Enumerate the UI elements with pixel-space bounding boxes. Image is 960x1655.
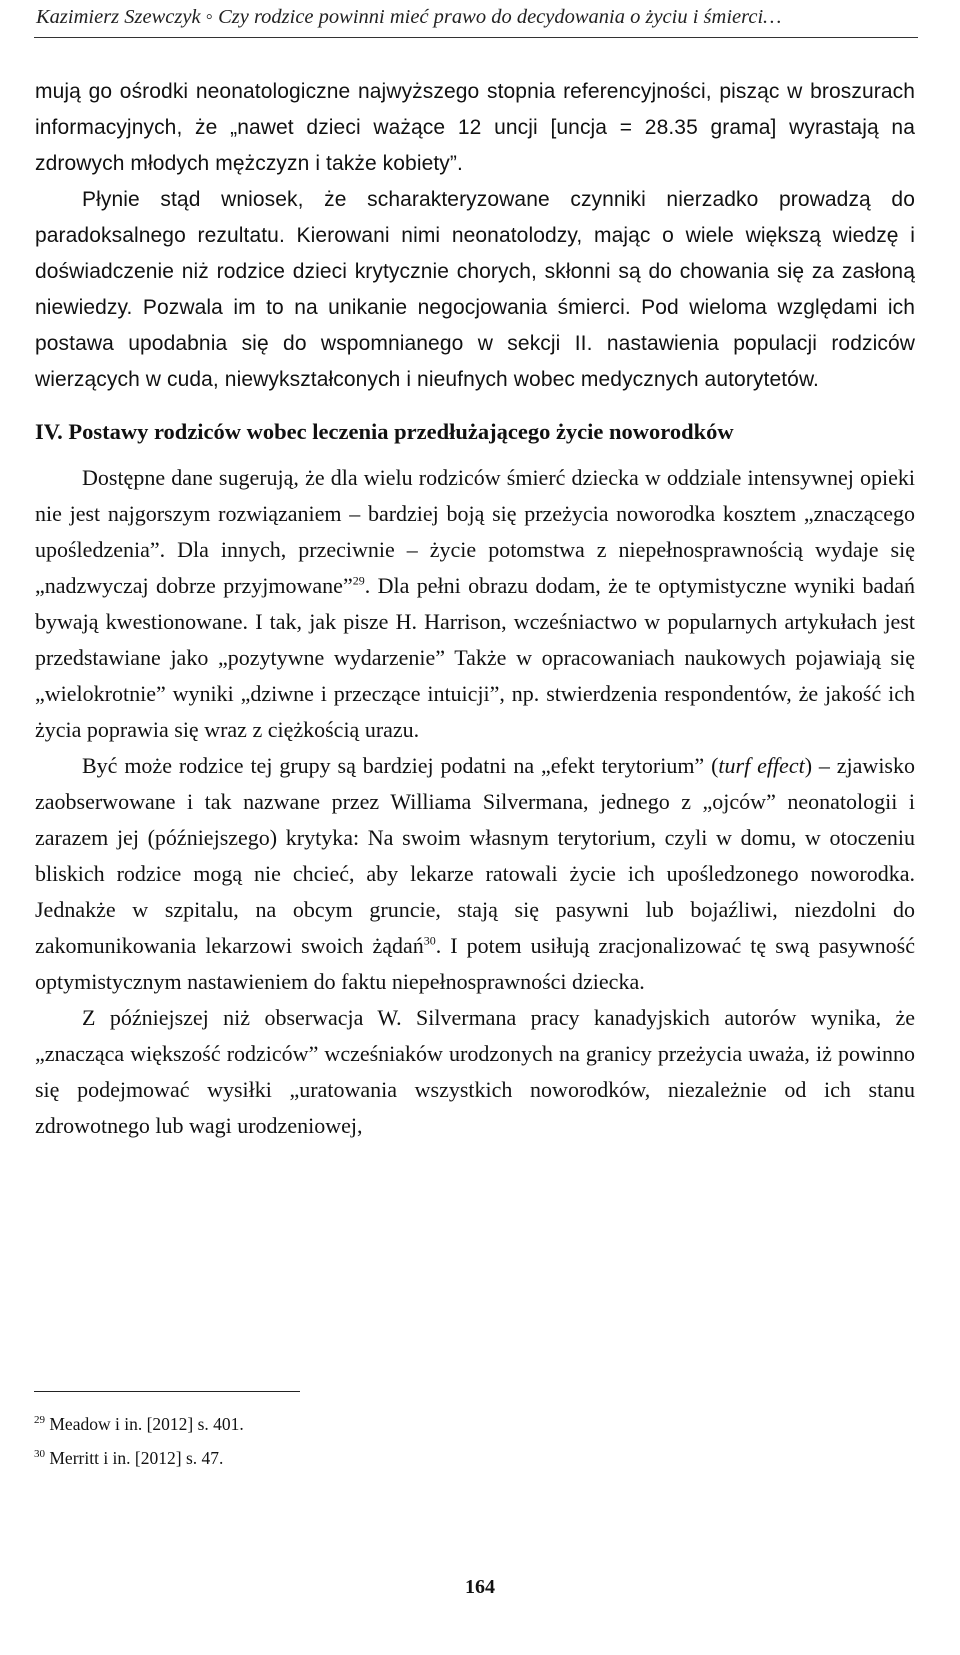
running-head: Kazimierz Szewczyk ◦ Czy rodzice powinni mieć prawo do decydowania o życiu i śmierci… <box>36 6 782 28</box>
section-heading: IV. Postawy rodziców wobec leczenia przedłużającego życie noworodków <box>35 419 734 444</box>
page-number: 164 <box>465 1576 495 1598</box>
paragraph: Płynie stąd wniosek, że scharakteryzowane czynniki nierzadko prowadzą do paradoksalnego rezultatu. Kierowani nimi neonatolodzy, mając o wiele większą wiedzę i doświadczenie niż rodzice dzieci krytycznie chorych, skłonni są do chowania się za zasłoną niewiedzy. Pozwala im to na unikanie negocjowania śmierci. Pod wieloma względami ich postawa upodabnia się do wspomnianego w sekcji II. nastawienia populacji rodziców wierzących w cuda, niewykształconych i nieufnych wobec medycznych autorytetów. <box>35 188 915 391</box>
footnote <box>34 1407 634 1441</box>
footnote-text: Merritt i in. [2012] s. 47. <box>45 1448 224 1468</box>
italic-term: turf effect <box>718 753 805 778</box>
paragraph-text: Dostępne dane sugerują, że dla wielu rodziców śmierć dziecka w oddziale intensywnej opieki nie jest najgorszym rozwiązaniem – bardziej boją się przeżycia noworodka kosztem „znaczącego upośledzenia”. Dla innych, przeciwnie – życie potomstwa z niepełnosprawnością wydaje się „nadzwyczaj dobrze przyjmowane” <box>35 465 915 598</box>
footnote-divider <box>34 1391 300 1392</box>
paragraph-text: ) – zjawisko zaobserwowane i tak nazwane przez Williama Silvermana, jednego z „ojców” neonatologii i zarazem jej (późniejszego) krytyka: Na swoim własnym terytorium, czyli w domu, w otoczeniu bliskich rodzice mogą nie chcieć, aby lekarze ratowali życie ich upośledzonego noworodka. Jednakże w szpitalu, na obcym gruncie, stają się pasywni lub bojaźliwi, niezdolni do zakomunikowania lekarzowi swoich żądań <box>35 753 915 958</box>
footnote-text: Meadow i in. [2012] s. 401. <box>45 1414 244 1434</box>
paragraph <box>35 460 915 748</box>
footnote-number: 30 <box>34 1448 45 1461</box>
footnote-ref: 30 <box>423 933 436 948</box>
header-divider <box>34 37 918 38</box>
paragraph: Z późniejszej niż obserwacja W. Silvermana pracy kanadyjskich autorów wynika, że „znacząca większość rodziców” wcześniaków urodzonych na granicy przeżycia uważa, iż powinno się podejmować wysiłki „uratowania wszystkich noworodków, niezależnie od ich stanu zdrowotnego lub wagi urodzeniowej, <box>35 1005 915 1138</box>
paragraph-text: . I potem usiłują zracjonalizować tę swą pasywność optymistycznym nastawieniem do faktu niepełnosprawności dziecka. <box>35 933 916 994</box>
footnotes <box>34 1407 634 1475</box>
paragraph-text: Być może rodzice tej grupy są bardziej podatni na „efekt terytorium” ( <box>82 753 719 778</box>
footnote-ref: 29 <box>352 573 365 588</box>
paragraph-text: . Dla pełni obrazu dodam, że te optymistyczne wyniki badań bywają kwestionowane. I tak, jak pisze H. Harrison, wcześniactwo w popularnych artykułach jest przedstawiane jako „pozytywne wydarzenie” Także w opracowaniach naukowych pojawiają się „wielokrotnie” wyniki „dziwne i przeczące intuicji”, np. stwierdzenia respondentów, że jakość ich życia poprawia się wraz z ciężkością urazu. <box>35 573 915 742</box>
footnote <box>34 1441 634 1475</box>
paragraph-continued: mują go ośrodki neonatologiczne najwyższego stopnia referencyjności, pisząc w broszurach informacyjnych, że „nawet dzieci ważące 12 uncji [uncja = 28.35 grama] wyrastają na zdrowych młodych mężczyzn i także kobiety”. <box>35 80 915 175</box>
paragraph <box>35 748 915 1000</box>
footnote-number: 29 <box>34 1414 45 1427</box>
main-text <box>35 74 915 1144</box>
